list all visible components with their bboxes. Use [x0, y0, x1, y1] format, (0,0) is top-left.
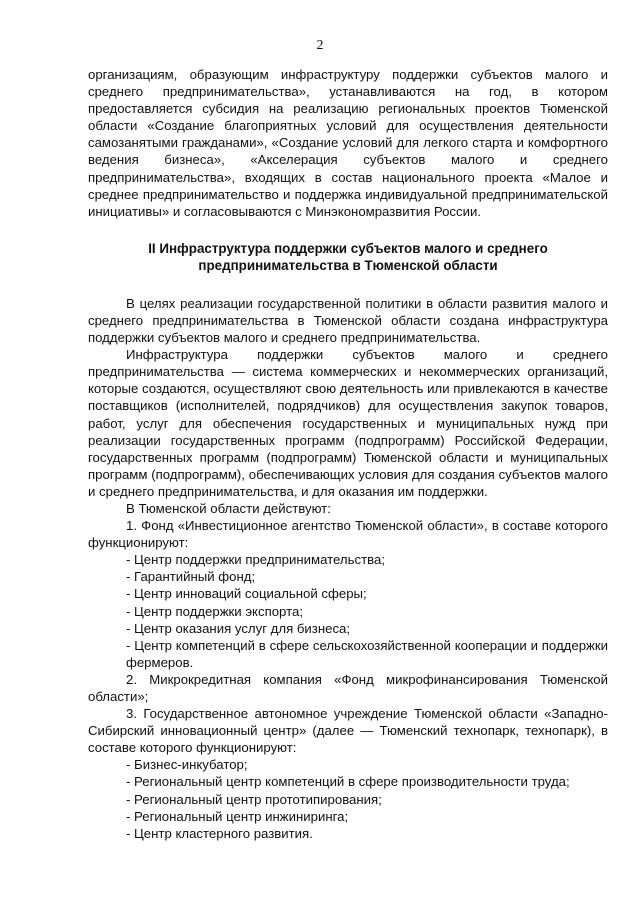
- page-number: 2: [316, 38, 324, 53]
- paragraph-operating-in-region: В Тюменской области действуют:: [126, 500, 331, 516]
- list-item: - Гарантийный фонд;: [126, 569, 256, 585]
- intro-paragraph: организациям, образующим инфраструктуру поддержки субъектов малого и среднего предпринимательства», устанавливаются на год, в котором предоставляется субсидия на реализацию региональных проектов Тюменской области «Создание благоприятных условий для осуществления деятельности самозанятыми гражданами», «Создание условий для легкого старта и комфортного ведения бизнеса», «Акселерация субъектов малого и среднего предпринимательства», входящих в состав национального проекта «Малое и среднее предпринимательство и поддержка индивидуальной предпринимательской инициативы» и согласовываются с Минэкономразвития России.: [88, 67, 608, 219]
- list-item: - Центр поддержки предпринимательства;: [126, 552, 385, 568]
- list-item: - Региональный центр компетенций в сфере производительности труда;: [126, 774, 570, 790]
- list-item: - Центр кластерного развития.: [126, 825, 313, 841]
- document-body: [88, 66, 608, 842]
- list-item: - Региональный центр прототипирования;: [126, 791, 382, 807]
- section-heading: II Инфраструктура поддержки субъектов малого и среднего предпринимательства в Тюменской области: [148, 240, 548, 274]
- list-item-investment-agency: 1. Фонд «Инвестиционное агентство Тюменской области», в составе которого функционируют:: [88, 518, 608, 551]
- list-item: - Бизнес-инкубатор;: [126, 757, 248, 773]
- paragraph-infrastructure-definition: Инфраструктура поддержки субъектов малого и среднего предпринимательства — система коммерческих и некоммерческих организаций, которые создаются, осуществляют свою деятельность или привлекаются в качестве поставщиков (исполнителей, подрядчиков) для осуществления закупок товаров, работ, услуг для обеспечения государственных и муниципальных нужд при реализации государственных программ (подпрограмм) Российской Федерации, государственных программ (подпрограмм) Тюменской области и муниципальных программ (подпрограмм), обеспечивающих условия для создания субъектов малого и среднего предпринимательства, и для оказания им поддержки.: [88, 347, 608, 499]
- list-item: - Центр поддержки экспорта;: [126, 603, 303, 619]
- list-item-innovation-center: 3. Государственное автономное учреждение Тюменской области «Западно-Сибирский инновационный центр» (далее — Тюменский технопарк, технопарк), в составе которого функционируют:: [88, 706, 608, 756]
- list-item: - Региональный центр инжиниринга;: [126, 808, 349, 824]
- list-item-microcredit-company: 2. Микрокредитная компания «Фонд микрофинансирования Тюменской области»;: [88, 671, 608, 704]
- list-item: - Центр компетенций в сфере сельскохозяйственной кооперации и поддержки фермеров.: [126, 637, 608, 670]
- paragraph-infrastructure-created: В целях реализации государственной политики в области развития малого и среднего предпринимательства в Тюменской области создана инфраструктура поддержки субъектов малого и среднего предпринимательства.: [88, 295, 608, 346]
- list-item: - Центр инноваций социальной сферы;: [126, 586, 367, 602]
- list-item: - Центр оказания услуг для бизнеса;: [126, 620, 351, 636]
